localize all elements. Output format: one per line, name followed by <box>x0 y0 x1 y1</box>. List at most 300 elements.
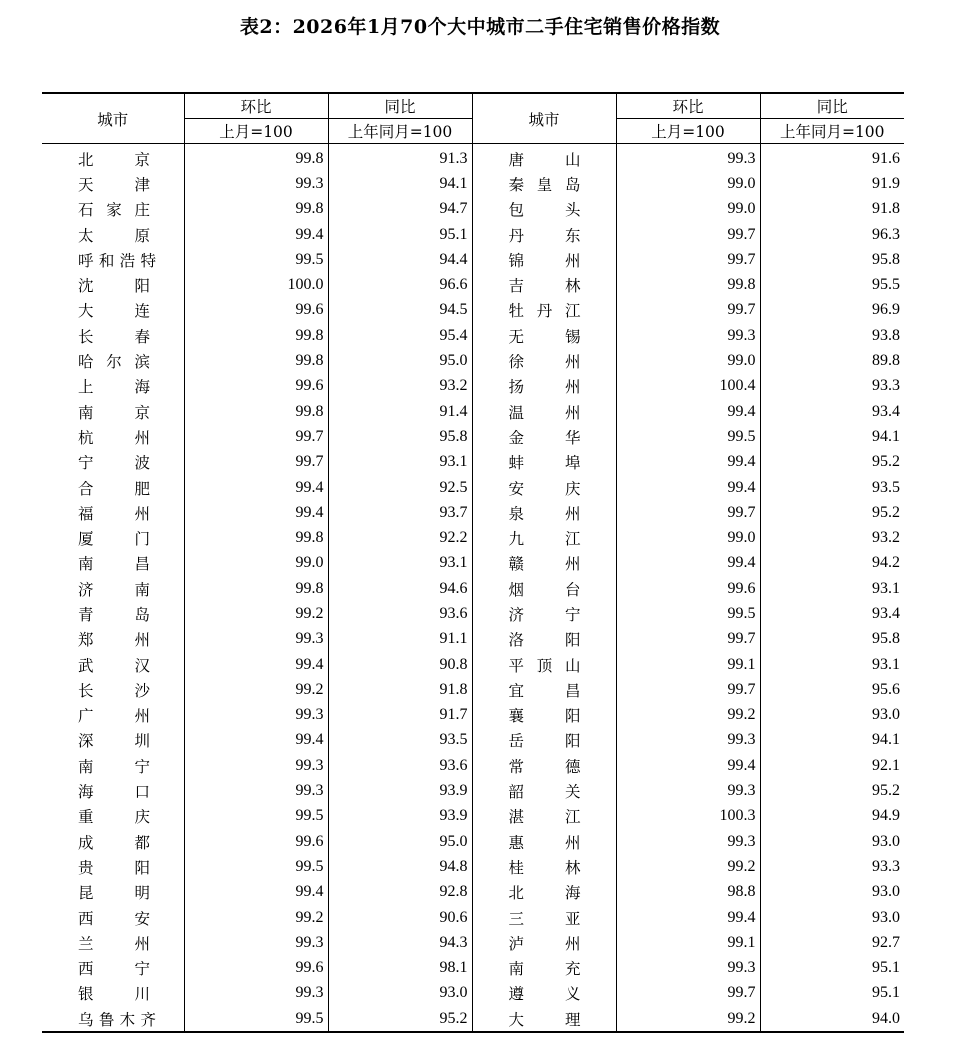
yoy-value-right: 91.6 <box>760 144 904 172</box>
header-row <box>42 93 904 119</box>
city-name-left <box>42 450 184 475</box>
city-label: 福州 <box>78 504 150 523</box>
yoy-value-left: 93.5 <box>328 728 472 753</box>
city-name-left <box>42 576 184 601</box>
mom-value-left: 99.6 <box>184 829 328 854</box>
city-name-left <box>42 854 184 879</box>
mom-value-left: 99.7 <box>184 424 328 449</box>
city-label: 赣州 <box>508 555 581 574</box>
mom-value-left: 99.6 <box>184 298 328 323</box>
mom-value-right: 98.8 <box>616 880 760 905</box>
yoy-value-left: 92.8 <box>328 880 472 905</box>
city-name-right <box>472 652 616 677</box>
city-name-left <box>42 197 184 222</box>
table-row <box>42 1006 904 1032</box>
yoy-value-left: 93.1 <box>328 551 472 576</box>
city-label: 蚌埠 <box>508 454 581 473</box>
city-label: 广州 <box>78 707 150 726</box>
mom-value-right: 99.0 <box>616 348 760 373</box>
yoy-sub-right: 上年同月=100 <box>760 119 904 144</box>
city-name-left <box>42 348 184 373</box>
city-name-left <box>42 652 184 677</box>
city-label: 长春 <box>78 327 150 346</box>
city-name-right <box>472 905 616 930</box>
yoy-value-right: 93.8 <box>760 323 904 348</box>
city-name-left <box>42 930 184 955</box>
yoy-value-left: 95.0 <box>328 348 472 373</box>
city-label: 烟台 <box>508 580 581 599</box>
yoy-header-left: 同比 <box>328 93 472 119</box>
city-label: 杭州 <box>78 428 150 447</box>
mom-value-right: 99.4 <box>616 905 760 930</box>
city-name-right <box>472 348 616 373</box>
table-row <box>42 981 904 1006</box>
mom-value-left: 99.7 <box>184 450 328 475</box>
city-label: 韶关 <box>508 783 581 802</box>
city-label: 徐州 <box>508 353 581 372</box>
mom-value-right: 100.3 <box>616 804 760 829</box>
city-name-left <box>42 171 184 196</box>
city-name-left <box>42 627 184 652</box>
yoy-value-right: 94.2 <box>760 551 904 576</box>
city-name-right <box>472 627 616 652</box>
mom-value-right: 99.8 <box>616 272 760 297</box>
city-name-left <box>42 323 184 348</box>
city-label: 平顶山 <box>508 656 581 675</box>
yoy-value-right: 94.1 <box>760 728 904 753</box>
yoy-header-right: 同比 <box>760 93 904 119</box>
city-label: 青岛 <box>78 605 150 624</box>
city-label: 上海 <box>78 378 150 397</box>
yoy-value-left: 94.8 <box>328 854 472 879</box>
city-label: 武汉 <box>78 656 150 675</box>
mom-value-left: 99.8 <box>184 576 328 601</box>
city-label: 岳阳 <box>508 732 581 751</box>
table-row <box>42 197 904 222</box>
city-name-left <box>42 144 184 172</box>
city-label: 三亚 <box>508 909 581 928</box>
city-label: 湛江 <box>508 808 581 827</box>
city-label: 深圳 <box>78 732 150 751</box>
table-row <box>42 272 904 297</box>
table-row <box>42 627 904 652</box>
yoy-value-right: 96.9 <box>760 298 904 323</box>
city-name-right <box>472 144 616 172</box>
yoy-value-right: 93.0 <box>760 829 904 854</box>
yoy-value-left: 93.0 <box>328 981 472 1006</box>
city-name-left <box>42 399 184 424</box>
table-row <box>42 551 904 576</box>
mom-value-left: 99.8 <box>184 197 328 222</box>
city-name-right <box>472 298 616 323</box>
city-label: 合肥 <box>78 479 150 498</box>
mom-value-left: 99.8 <box>184 525 328 550</box>
yoy-value-right: 95.2 <box>760 778 904 803</box>
table-row <box>42 728 904 753</box>
city-label: 银川 <box>78 985 150 1004</box>
yoy-value-left: 93.7 <box>328 500 472 525</box>
city-name-right <box>472 1006 616 1032</box>
yoy-value-right: 94.0 <box>760 1006 904 1032</box>
city-label: 沈阳 <box>78 277 150 296</box>
yoy-value-right: 93.4 <box>760 399 904 424</box>
city-name-left <box>42 905 184 930</box>
city-label: 郑州 <box>78 631 150 650</box>
city-name-left <box>42 956 184 981</box>
mom-header-left: 环比 <box>184 93 328 119</box>
yoy-value-right: 91.9 <box>760 171 904 196</box>
city-name-right <box>472 450 616 475</box>
city-name-right <box>472 424 616 449</box>
city-name-left <box>42 829 184 854</box>
yoy-value-left: 93.9 <box>328 804 472 829</box>
table-row <box>42 652 904 677</box>
city-name-left <box>42 728 184 753</box>
city-name-left <box>42 525 184 550</box>
table-row <box>42 930 904 955</box>
city-name-left <box>42 247 184 272</box>
yoy-value-left: 94.4 <box>328 247 472 272</box>
city-label: 南京 <box>78 403 150 422</box>
city-name-left <box>42 298 184 323</box>
yoy-value-left: 94.5 <box>328 298 472 323</box>
yoy-value-right: 93.3 <box>760 854 904 879</box>
city-label: 南昌 <box>78 555 150 574</box>
yoy-value-left: 91.1 <box>328 627 472 652</box>
city-label: 北京 <box>78 150 150 169</box>
city-label: 包头 <box>508 201 581 220</box>
table-row <box>42 956 904 981</box>
table-row <box>42 703 904 728</box>
city-label: 济宁 <box>508 605 581 624</box>
city-label: 洛阳 <box>508 631 581 650</box>
mom-header-right: 环比 <box>616 93 760 119</box>
yoy-value-right: 93.3 <box>760 374 904 399</box>
city-name-right <box>472 525 616 550</box>
city-label: 襄阳 <box>508 707 581 726</box>
city-name-left <box>42 475 184 500</box>
mom-value-right: 99.4 <box>616 753 760 778</box>
city-label: 济南 <box>78 580 150 599</box>
table-row <box>42 374 904 399</box>
mom-value-left: 99.8 <box>184 144 328 172</box>
yoy-value-left: 90.6 <box>328 905 472 930</box>
mom-value-right: 99.5 <box>616 601 760 626</box>
city-name-left <box>42 272 184 297</box>
city-name-left <box>42 677 184 702</box>
city-label: 锦州 <box>508 251 581 270</box>
mom-value-left: 99.5 <box>184 247 328 272</box>
mom-value-right: 99.2 <box>616 1006 760 1032</box>
yoy-value-left: 91.8 <box>328 677 472 702</box>
yoy-value-left: 90.8 <box>328 652 472 677</box>
city-label: 西安 <box>78 909 150 928</box>
mom-value-left: 99.3 <box>184 778 328 803</box>
mom-value-right: 99.7 <box>616 298 760 323</box>
city-name-left <box>42 222 184 247</box>
city-name-left <box>42 981 184 1006</box>
yoy-value-right: 93.0 <box>760 905 904 930</box>
city-name-right <box>472 500 616 525</box>
table-row <box>42 880 904 905</box>
city-name-right <box>472 677 616 702</box>
city-label: 扬州 <box>508 378 581 397</box>
city-label: 成都 <box>78 833 150 852</box>
yoy-value-right: 95.1 <box>760 956 904 981</box>
city-label: 哈尔滨 <box>78 353 150 372</box>
mom-value-left: 99.5 <box>184 854 328 879</box>
yoy-value-right: 91.8 <box>760 197 904 222</box>
yoy-value-right: 95.6 <box>760 677 904 702</box>
city-label: 丹东 <box>508 226 581 245</box>
mom-value-right: 99.7 <box>616 677 760 702</box>
city-label: 兰州 <box>78 934 150 953</box>
city-label: 无锡 <box>508 327 581 346</box>
yoy-value-right: 89.8 <box>760 348 904 373</box>
yoy-value-right: 96.3 <box>760 222 904 247</box>
table-row <box>42 450 904 475</box>
table-row <box>42 753 904 778</box>
mom-value-left: 99.2 <box>184 677 328 702</box>
mom-value-left: 99.4 <box>184 652 328 677</box>
mom-value-right: 99.7 <box>616 627 760 652</box>
city-label: 贵阳 <box>78 858 150 877</box>
mom-value-left: 99.8 <box>184 399 328 424</box>
city-label: 南充 <box>508 960 581 979</box>
city-label: 北海 <box>508 884 581 903</box>
city-name-left <box>42 601 184 626</box>
city-label: 长沙 <box>78 681 150 700</box>
mom-value-right: 99.1 <box>616 930 760 955</box>
mom-value-left: 99.8 <box>184 348 328 373</box>
city-name-left <box>42 703 184 728</box>
mom-value-right: 99.4 <box>616 551 760 576</box>
mom-value-left: 99.3 <box>184 753 328 778</box>
table-row <box>42 500 904 525</box>
yoy-value-left: 94.3 <box>328 930 472 955</box>
city-name-right <box>472 475 616 500</box>
city-name-left <box>42 551 184 576</box>
yoy-value-right: 95.8 <box>760 627 904 652</box>
table-body <box>42 144 904 1033</box>
yoy-value-right: 94.9 <box>760 804 904 829</box>
city-label: 昆明 <box>78 884 150 903</box>
city-name-right <box>472 374 616 399</box>
city-name-right <box>472 272 616 297</box>
mom-value-right: 99.3 <box>616 323 760 348</box>
yoy-value-right: 95.2 <box>760 500 904 525</box>
mom-value-right: 100.4 <box>616 374 760 399</box>
city-name-right <box>472 247 616 272</box>
city-name-right <box>472 829 616 854</box>
table-row <box>42 144 904 172</box>
city-name-right <box>472 981 616 1006</box>
mom-value-right: 99.0 <box>616 197 760 222</box>
yoy-value-left: 91.4 <box>328 399 472 424</box>
mom-value-right: 99.4 <box>616 475 760 500</box>
mom-value-right: 99.5 <box>616 424 760 449</box>
city-name-right <box>472 728 616 753</box>
city-label: 惠州 <box>508 833 581 852</box>
mom-sub-right: 上月=100 <box>616 119 760 144</box>
city-header-right: 城市 <box>472 93 616 144</box>
yoy-value-left: 93.6 <box>328 601 472 626</box>
mom-value-left: 99.0 <box>184 551 328 576</box>
city-name-right <box>472 880 616 905</box>
city-label: 遵义 <box>508 985 581 1004</box>
mom-value-left: 99.8 <box>184 323 328 348</box>
city-label: 宁波 <box>78 454 150 473</box>
city-name-right <box>472 930 616 955</box>
mom-value-left: 100.0 <box>184 272 328 297</box>
mom-value-left: 99.4 <box>184 222 328 247</box>
mom-value-right: 99.2 <box>616 854 760 879</box>
city-label: 温州 <box>508 403 581 422</box>
table-row <box>42 804 904 829</box>
yoy-value-left: 98.1 <box>328 956 472 981</box>
yoy-sub-left: 上年同月=100 <box>328 119 472 144</box>
mom-value-right: 99.0 <box>616 525 760 550</box>
city-label: 金华 <box>508 428 581 447</box>
city-label: 西宁 <box>78 960 150 979</box>
city-label: 吉林 <box>508 277 581 296</box>
city-label: 唐山 <box>508 150 581 169</box>
city-label: 大连 <box>78 302 150 321</box>
yoy-value-left: 91.3 <box>328 144 472 172</box>
mom-sub-left: 上月=100 <box>184 119 328 144</box>
yoy-value-right: 93.2 <box>760 525 904 550</box>
city-name-right <box>472 854 616 879</box>
city-label: 九江 <box>508 530 581 549</box>
city-name-right <box>472 171 616 196</box>
yoy-value-left: 93.9 <box>328 778 472 803</box>
mom-value-left: 99.6 <box>184 956 328 981</box>
yoy-value-left: 95.8 <box>328 424 472 449</box>
table-row <box>42 829 904 854</box>
table-row <box>42 323 904 348</box>
mom-value-left: 99.3 <box>184 627 328 652</box>
city-name-left <box>42 500 184 525</box>
mom-value-right: 99.3 <box>616 778 760 803</box>
city-header-left: 城市 <box>42 93 184 144</box>
mom-value-right: 99.7 <box>616 981 760 1006</box>
yoy-value-right: 93.0 <box>760 703 904 728</box>
city-label: 宜昌 <box>508 681 581 700</box>
mom-value-left: 99.6 <box>184 374 328 399</box>
yoy-value-right: 92.7 <box>760 930 904 955</box>
yoy-value-left: 96.6 <box>328 272 472 297</box>
mom-value-left: 99.4 <box>184 728 328 753</box>
city-label: 桂林 <box>508 858 581 877</box>
city-name-right <box>472 753 616 778</box>
yoy-value-left: 93.1 <box>328 450 472 475</box>
city-label: 大理 <box>508 1010 581 1029</box>
yoy-value-left: 94.6 <box>328 576 472 601</box>
mom-value-right: 99.4 <box>616 450 760 475</box>
city-label: 乌鲁木齐 <box>78 1010 156 1029</box>
yoy-value-left: 92.5 <box>328 475 472 500</box>
table-row <box>42 247 904 272</box>
table-row <box>42 348 904 373</box>
mom-value-right: 99.3 <box>616 956 760 981</box>
city-name-right <box>472 778 616 803</box>
city-name-right <box>472 551 616 576</box>
mom-value-left: 99.4 <box>184 475 328 500</box>
city-name-left <box>42 424 184 449</box>
city-name-right <box>472 323 616 348</box>
yoy-value-left: 95.4 <box>328 323 472 348</box>
mom-value-right: 99.0 <box>616 171 760 196</box>
city-label: 南宁 <box>78 757 150 776</box>
yoy-value-right: 95.5 <box>760 272 904 297</box>
mom-value-left: 99.3 <box>184 703 328 728</box>
yoy-value-left: 94.1 <box>328 171 472 196</box>
city-name-right <box>472 804 616 829</box>
yoy-value-right: 95.8 <box>760 247 904 272</box>
mom-value-left: 99.4 <box>184 880 328 905</box>
yoy-value-right: 93.4 <box>760 601 904 626</box>
city-label: 牡丹江 <box>508 302 581 321</box>
city-name-right <box>472 576 616 601</box>
city-name-left <box>42 880 184 905</box>
mom-value-right: 99.1 <box>616 652 760 677</box>
city-name-left <box>42 778 184 803</box>
mom-value-right: 99.7 <box>616 222 760 247</box>
city-label: 石家庄 <box>78 201 150 220</box>
city-name-right <box>472 222 616 247</box>
yoy-value-left: 93.6 <box>328 753 472 778</box>
yoy-value-right: 93.0 <box>760 880 904 905</box>
city-name-right <box>472 956 616 981</box>
table-row <box>42 601 904 626</box>
city-label: 天津 <box>78 175 150 194</box>
mom-value-left: 99.2 <box>184 905 328 930</box>
city-name-left <box>42 1006 184 1032</box>
yoy-value-left: 95.2 <box>328 1006 472 1032</box>
city-label: 重庆 <box>78 808 150 827</box>
mom-value-right: 99.3 <box>616 829 760 854</box>
yoy-value-right: 93.1 <box>760 652 904 677</box>
mom-value-right: 99.3 <box>616 728 760 753</box>
yoy-value-right: 94.1 <box>760 424 904 449</box>
city-name-left <box>42 804 184 829</box>
table-row <box>42 171 904 196</box>
yoy-value-left: 92.2 <box>328 525 472 550</box>
table-row <box>42 424 904 449</box>
mom-value-left: 99.3 <box>184 930 328 955</box>
mom-value-right: 99.7 <box>616 247 760 272</box>
table-row <box>42 854 904 879</box>
table-row <box>42 222 904 247</box>
mom-value-right: 99.4 <box>616 399 760 424</box>
yoy-value-left: 93.2 <box>328 374 472 399</box>
city-label: 泉州 <box>508 504 581 523</box>
mom-value-left: 99.3 <box>184 981 328 1006</box>
city-name-right <box>472 601 616 626</box>
table-row <box>42 525 904 550</box>
mom-value-right: 99.3 <box>616 144 760 172</box>
page-title: 表2：2026年1月70个大中城市二手住宅销售价格指数 <box>239 16 721 38</box>
city-name-right <box>472 197 616 222</box>
yoy-value-left: 95.0 <box>328 829 472 854</box>
table-row <box>42 475 904 500</box>
yoy-value-left: 94.7 <box>328 197 472 222</box>
table-row <box>42 905 904 930</box>
mom-value-left: 99.5 <box>184 804 328 829</box>
mom-value-left: 99.3 <box>184 171 328 196</box>
city-name-left <box>42 753 184 778</box>
city-name-right <box>472 703 616 728</box>
